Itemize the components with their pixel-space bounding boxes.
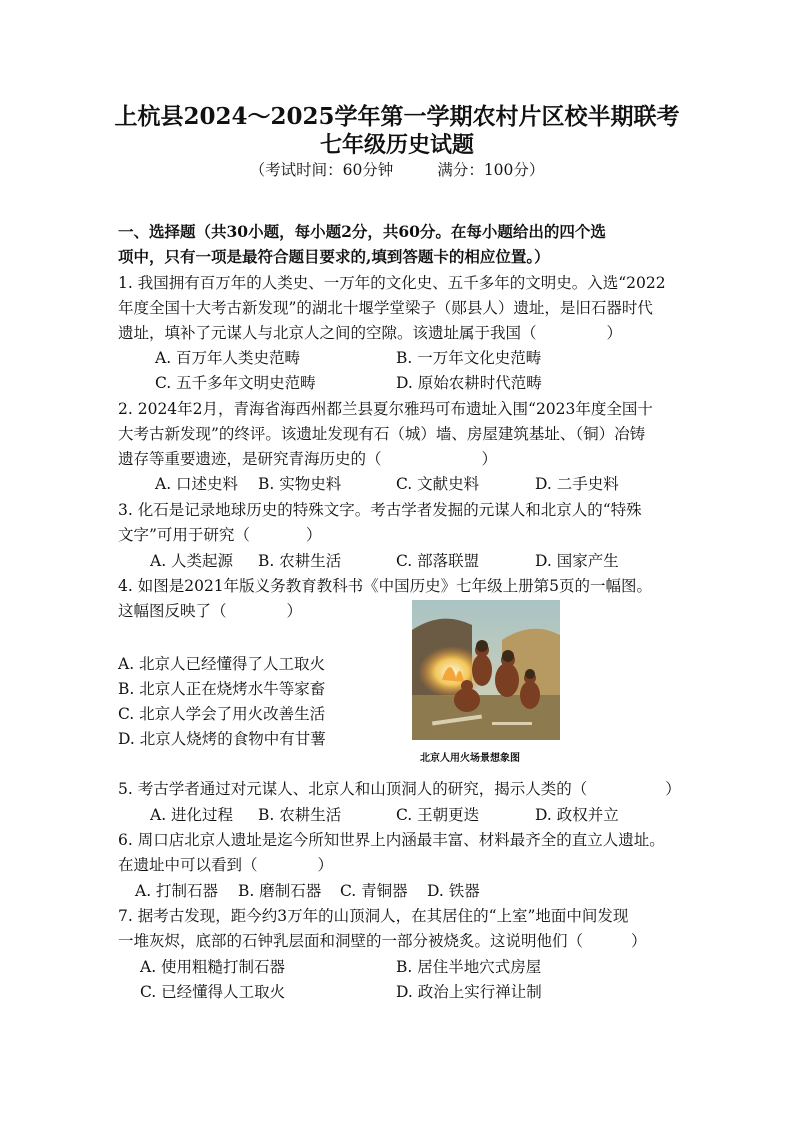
- exam-time: （考试时间：60分钟: [249, 161, 394, 179]
- q7-option-c: C. 已经懂得人工取火: [140, 983, 286, 1001]
- peking-man-fire-illustration: [412, 600, 560, 740]
- q4-option-c: C. 北京人学会了用火改善生活: [118, 705, 326, 723]
- q5-option-b: B. 农耕生活: [258, 806, 342, 824]
- section-heading-line1: 一、选择题（共30小题，每小题2分，共60分。在每小题给出的四个选: [118, 222, 606, 241]
- q2-line2: 大考古新发现”的终评。该遗址发现有石（城）墙、房屋建筑基址、（铜）冶铸: [118, 425, 646, 443]
- q2-option-d: D. 二手史料: [535, 475, 619, 493]
- q1-line3: 遗址，填补了元谋人与北京人之间的空隙。该遗址属于我国（ ）: [118, 324, 623, 342]
- q6-option-b: B. 磨制石器: [238, 882, 322, 900]
- q5-option-d: D. 政权并立: [535, 806, 619, 824]
- q4-line2: 这幅图反映了（ ）: [118, 602, 303, 620]
- q1-option-a: A. 百万年人类史范畴: [155, 349, 301, 367]
- q3-option-a: A. 人类起源: [150, 552, 234, 570]
- q2-line3: 遗存等重要遗迹，是研究青海历史的（ ）: [118, 450, 498, 468]
- q2-option-b: B. 实物史料: [258, 475, 342, 493]
- q2-line1: 2. 2024年2月，青海省海西州都兰县夏尔雅玛可布遗址入围“2023年度全国十: [118, 400, 653, 418]
- q5-option-a: A. 进化过程: [150, 806, 234, 824]
- exam-info: [0, 158, 794, 180]
- q4-option-d: D. 北京人烧烤的食物中有甘薯: [118, 730, 326, 748]
- exam-score: 满分：100分）: [437, 161, 545, 179]
- q7-option-d: D. 政治上实行禅让制: [396, 983, 542, 1001]
- section-heading-line2: 项中，只有一项是最符合题目要求的,填到答题卡的相应位置。）: [118, 247, 550, 266]
- q1-line2: 年度全国十大考古新发现”的湖北十堰学堂梁子（郧县人）遗址，是旧石器时代: [118, 299, 653, 317]
- q1-option-d: D. 原始农耕时代范畴: [396, 374, 542, 392]
- q1-option-b: B. 一万年文化史范畴: [396, 349, 542, 367]
- q7-option-a: A. 使用粗糙打制石器: [140, 958, 286, 976]
- q4-option-b: B. 北京人正在烧烤水牛等家畜: [118, 680, 326, 698]
- q7-line1: 7. 据考古发现，距今约3万年的山顶洞人，在其居住的“上室”地面中间发现: [118, 907, 629, 925]
- q7-option-b: B. 居住半地穴式房屋: [396, 958, 542, 976]
- q3-option-d: D. 国家产生: [535, 552, 619, 570]
- q6-option-c: C. 青铜器: [340, 882, 408, 900]
- q3-option-c: C. 部落联盟: [396, 552, 480, 570]
- q3-line1: 3. 化石是记录地球历史的特殊文字。考古学者发掘的元谋人和北京人的“特殊: [118, 501, 642, 519]
- q3-option-b: B. 农耕生活: [258, 552, 342, 570]
- q1-option-c: C. 五千多年文明史范畴: [155, 374, 316, 392]
- q7-line2: 一堆灰烬，底部的石钟乳层面和洞壁的一部分被烧炙。这说明他们（ ）: [118, 932, 647, 950]
- q6-line1: 6. 周口店北京人遗址是迄今所知世界上内涵最丰富、材料最齐全的直立人遗址。: [118, 831, 665, 849]
- q5-option-c: C. 王朝更迭: [396, 806, 480, 824]
- q6-line2: 在遗址中可以看到（ ）: [118, 856, 334, 874]
- exam-subtitle: 七年级历史试题: [319, 132, 474, 158]
- q4-option-a: A. 北京人已经懂得了人工取火: [118, 655, 326, 673]
- q2-option-a: A. 口述史料: [155, 475, 239, 493]
- q6-option-d: D. 铁器: [427, 882, 480, 900]
- exam-title: 上杭县2024～2025学年第一学期农村片区校半期联考: [114, 103, 680, 130]
- q5-line1: 5. 考古学者通过对元谋人、北京人和山顶洞人的研究，揭示人类的（ ）: [118, 780, 681, 798]
- q3-line2: 文字”可用于研究（ ）: [118, 526, 322, 544]
- q1-line1: 1. 我国拥有百万年的人类史、一万年的文化史、五千多年的文明史。入选“2022: [118, 274, 666, 292]
- q4-line1: 4. 如图是2021年版义务教育教科书《中国历史》七年级上册第5页的一幅图。: [118, 577, 653, 595]
- q2-option-c: C. 文献史料: [396, 475, 480, 493]
- q6-option-a: A. 打制石器: [135, 882, 219, 900]
- figure-caption: 北京人用火场景想象图: [420, 753, 520, 764]
